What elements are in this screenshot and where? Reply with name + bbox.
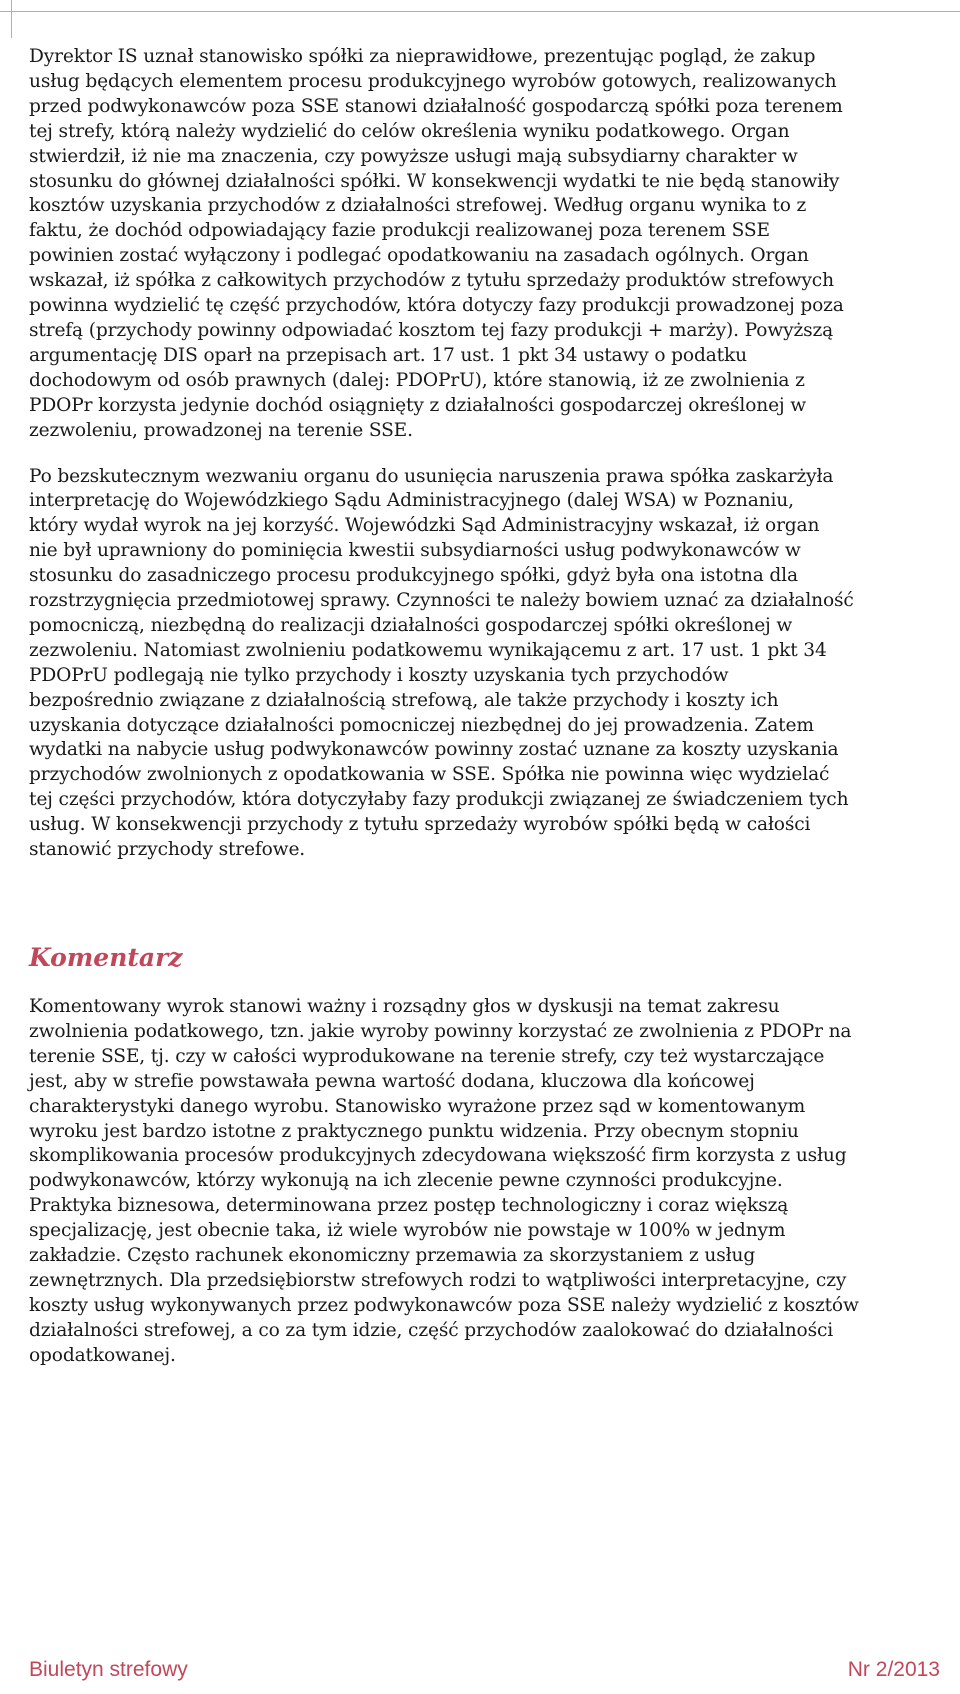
text-line: tej strefy, którą należy wydzielić do celów określenia wyniku podatkowego. Organ <box>29 120 790 142</box>
text-line: usług. W konsekwencji przychody z tytułu sprzedaży wyrobów spółki będą w całości <box>29 814 811 836</box>
footer-issue-number: Nr 2/2013 <box>847 1658 940 1681</box>
text-line: zwolnienia podatkowego, tzn. jakie wyroby powinny korzystać ze zwolnienia z PDOPr na <box>29 1020 852 1042</box>
text-line: PDOPr korzysta jedynie dochód osiągnięty z działalności gospodarczej określonej w <box>29 394 807 416</box>
text-line: wyroku jest bardzo istotne z praktycznego punktu widzenia. Przy obecnym stopniu <box>29 1120 799 1142</box>
left-corner-rule <box>11 0 12 38</box>
text-line: zezwoleniu. Natomiast zwolnieniu podatkowemu wynikającemu z art. 17 ust. 1 pkt 34 <box>29 639 827 661</box>
text-line: dochodowym od osób prawnych (dalej: PDOPrU), które stanowią, iż ze zwolnienia z <box>29 369 805 391</box>
paragraph <box>29 995 954 1369</box>
text-line: tej części przychodów, która dotyczyłaby fazy produkcji związanej ze świadczeniem tych <box>29 789 849 811</box>
text-line: PDOPrU podlegają nie tylko przychody i koszty uzyskania tych przychodów <box>29 664 729 686</box>
text-line: opodatkowanej. <box>29 1344 176 1366</box>
article-body <box>29 45 954 1369</box>
text-line: koszty usług wykonywanych przez podwykonawców poza SSE należy wydzielić z kosztów <box>29 1294 859 1316</box>
paragraph <box>29 465 954 864</box>
text-line: który wydał wyrok na jej korzyść. Wojewódzki Sąd Administracyjny wskazał, iż organ <box>29 515 820 537</box>
text-line: przed podwykonawców poza SSE stanowi działalność gospodarczą spółki poza terenem <box>29 95 843 117</box>
text-line: zewnętrznych. Dla przedsiębiorstw strefowych rodzi to wątpliwości interpretacyjne, czy <box>29 1269 847 1291</box>
text-line: stosunku do zasadniczego procesu produkcyjnego spółki, gdyż była ona istotna dla <box>29 565 798 587</box>
text-line: kosztów uzyskania przychodów z działalności strefowej. Według organu wynika to z <box>29 195 807 217</box>
text-line: terenie SSE, tj. czy w całości wyprodukowane na terenie strefy, czy też wystarczające <box>29 1045 825 1067</box>
text-line: stwierdził, iż nie ma znaczenia, czy powyższe usługi mają subsydiarny charakter w <box>29 145 798 167</box>
text-line: jest, aby w strefie powstawała pewna wartość dodana, kluczowa dla końcowej <box>29 1070 755 1092</box>
footer-publication-title: Biuletyn strefowy <box>29 1658 188 1681</box>
text-line: interpretację do Wojewódzkiego Sądu Administracyjnego (dalej WSA) w Poznaniu, <box>29 490 794 512</box>
text-line: powinna wydzielić tę część przychodów, która dotyczy fazy produkcji prowadzonej poza <box>29 295 844 317</box>
text-line: charakterystyki danego wyrobu. Stanowisko wyrażone przez sąd w komentowanym <box>29 1095 806 1117</box>
text-line: Komentowany wyrok stanowi ważny i rozsądny głos w dyskusji na temat zakresu <box>29 996 780 1017</box>
text-line: zakładzie. Często rachunek ekonomiczny przemawia za skorzystaniem z usług <box>29 1245 756 1267</box>
text-line: zezwoleniu, prowadzonej na terenie SSE. <box>29 419 413 441</box>
text-line: strefą (przychody powinny odpowiadać kosztom tej fazy produkcji + marży). Powyższą <box>29 319 834 341</box>
text-line: usług będących elementem procesu produkcyjnego wyrobów gotowych, realizowanych <box>29 70 837 92</box>
text-line: Praktyka biznesowa, determinowana przez postęp technologiczny i coraz większą <box>29 1195 789 1217</box>
text-line: uzyskania dotyczące działalności pomocniczej niezbędnej do jej prowadzenia. Zatem <box>29 714 814 736</box>
text-line: wydatki na nabycie usług podwykonawców powinny zostać uznane za koszty uzyskania <box>29 739 839 761</box>
text-line: pomocniczą, niezbędną do realizacji działalności gospodarczej spółki określonej w <box>29 614 793 636</box>
text-line: Dyrektor IS uznał stanowisko spółki za nieprawidłowe, prezentując pogląd, że zakup <box>29 46 816 67</box>
paragraph <box>29 45 954 444</box>
text-line: rozstrzygnięcia przedmiotowej sprawy. Czynności te należy bowiem uznać za działalność <box>29 590 854 612</box>
top-rule <box>0 11 960 12</box>
text-line: specjalizację, jest obecnie taka, iż wiele wyrobów nie powstaje w 100% w jednym <box>29 1220 786 1242</box>
text-line: powinien zostać wyłączony i podlegać opodatkowaniu na zasadach ogólnych. Organ <box>29 245 809 267</box>
text-line: Po bezskutecznym wezwaniu organu do usunięcia naruszenia prawa spółka zaskarżyła <box>29 465 834 487</box>
text-line: stosunku do głównej działalności spółki. W konsekwencji wydatki te nie będą stanowiły <box>29 170 840 192</box>
text-line: bezpośrednio związane z działalnością strefową, ale także przychody i koszty ich <box>29 689 779 711</box>
text-line: argumentację DIS oparł na przepisach art. 17 ust. 1 pkt 34 ustawy o podatku <box>29 344 747 366</box>
text-line: przychodów zwolnionych z opodatkowania w SSE. Spółka nie powinna więc wydzielać <box>29 764 830 786</box>
text-line: działalności strefowej, a co za tym idzie, część przychodów zaalokować do działalności <box>29 1319 834 1341</box>
section-heading: Komentarz <box>29 943 183 972</box>
text-line: skomplikowania procesów produkcyjnych zdecydowana większość firm korzysta z usług <box>29 1145 847 1167</box>
text-line: wskazał, iż spółka z całkowitych przychodów z tytułu sprzedaży produktów strefowych <box>29 270 834 292</box>
text-line: podwykonawców, którzy wykonują na ich zlecenie pewne czynności produkcyjne. <box>29 1170 783 1192</box>
text-line: faktu, że dochód odpowiadający fazie produkcji realizowanej poza terenem SSE <box>29 220 770 242</box>
text-line: stanowić przychody strefowe. <box>29 839 306 861</box>
text-line: nie był uprawniony do pominięcia kwestii subsydiarności usług podwykonawców w <box>29 540 801 562</box>
